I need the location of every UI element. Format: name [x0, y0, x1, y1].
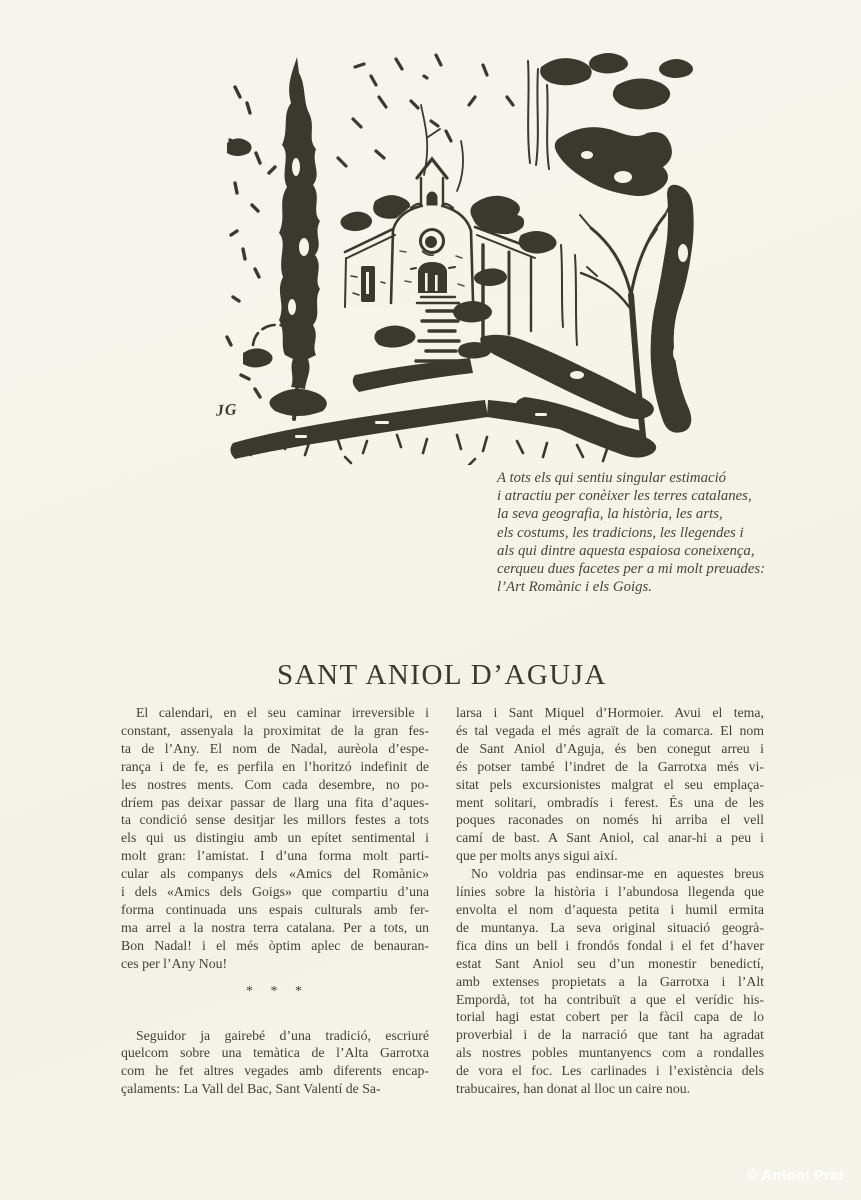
foliage-gap	[570, 371, 584, 379]
text-line: les nostres ments. Com cada desembre, no po-	[121, 776, 429, 792]
text-line: l’Art Romànic i els Goigs.	[497, 579, 652, 596]
page-title: SANT ANIOL D’AGUJA	[277, 659, 607, 692]
text-line: sitat pels excursionistes malgrat el seu emplaça-	[456, 776, 764, 792]
text-line: proverbial i de la narració que tant ha agradat	[456, 1027, 764, 1043]
text-line: forma continuada uns espais culturals amb fer-	[121, 901, 429, 917]
text-line: poques raconades on només hi arriba el vell	[456, 812, 764, 828]
text-line: molt gran: l’amistat. I d’una forma molt parti-	[121, 848, 429, 864]
text-line: No voldria pas endinsar-me en aquestes breus	[471, 866, 764, 882]
cypress-tree	[269, 57, 326, 419]
text-line: als qui dintre aquesta espaiosa coneixença,	[497, 542, 755, 559]
text-line: els qui us distingiu amb un epítet sentimental i	[121, 830, 429, 846]
text-line: línies sobre la història i l’abundosa llegenda que	[456, 884, 764, 900]
text-line: com he fet altres vegades amb diferents encap-	[121, 1063, 429, 1079]
text-line: ta condició sense desitjar les millors festes a tots	[121, 812, 429, 828]
text-line: ment solitari, ombradís i ferest. És una de les	[456, 794, 764, 810]
text-line: Bon Nadal! i el més òptim aplec de benauran-	[121, 937, 429, 953]
text-line: fica dins un bell i frondós fondal i el fet d’haver	[456, 937, 764, 953]
text-line: cerqueu dues facetes per a mi molt preuades:	[497, 561, 766, 578]
text-line: de vora el foc. Les carlinades i l’existència dels	[456, 1063, 764, 1079]
text-line: quelcom sobre una temàtica de l’Alta Garrotxa	[121, 1045, 429, 1061]
text-line: çalaments: La Vall del Bac, Sant Valentí de Sa-	[121, 1081, 381, 1097]
hermitage-sketch-svg	[225, 45, 700, 465]
text-line: és tal vegada el més agraït de la comarca. El nom	[456, 722, 764, 738]
text-line: larsa i Sant Miquel d’Hormoier. Avui el tema,	[456, 705, 764, 720]
text-line: és potser també l’indret de la Garrotxa més vi-	[456, 758, 764, 774]
artist-monogram: JG	[215, 401, 239, 420]
left-column	[121, 704, 429, 1098]
text-line: i atractiu per conèixer les terres catalanes,	[497, 488, 752, 505]
text-line: trabucaires, han donat al lloc un caire nou.	[456, 1081, 691, 1097]
text-line: dríem pas deixar passar de llarg una fita d’aques-	[121, 794, 429, 810]
text-line: El calendari, en el seu caminar irreversible i	[136, 705, 429, 720]
text-line: constant, assenyala la proximitat de la gran fes-	[121, 722, 429, 738]
text-line: Empordà, tot ha contribuït a que el verídic his-	[456, 991, 764, 1007]
right-column	[456, 704, 764, 1098]
text-line: camí de bast. A Sant Aniol, cal anar-hi a peu i	[456, 830, 764, 846]
text-line: cular als companys dels «Amics del Romànic»	[121, 866, 429, 882]
text-line: la seva geografia, la història, les arts,	[497, 506, 723, 523]
hermitage-ink-drawing	[225, 45, 700, 465]
top-scatter-strokes	[338, 55, 513, 166]
text-line: de muntanya. La seva original situació geogrà-	[456, 919, 764, 935]
paragraph-greeting	[121, 704, 429, 973]
text-line: ces per l’Any Nou!	[121, 955, 228, 971]
text-line: ma arrel a la nostra terra catalana. Per a tots, un	[121, 919, 429, 935]
text-line: i dels «Amics dels Goigs» que compartiu d’una	[121, 884, 429, 900]
mid-terrace-wall	[353, 358, 473, 392]
text-line: envolta el nom d’aquesta petita i humil ermita	[456, 901, 764, 917]
paragraph-continuation	[456, 704, 764, 865]
text-line: torial hagi estat cobert per la fàcil capa de lo	[456, 1009, 764, 1025]
text-line: els costums, les tradicions, les llegendes i	[497, 524, 744, 541]
text-line: A tots els qui sentiu singular estimació	[497, 470, 727, 486]
text-line: estat Sant Aniol seu d’un monestir benedictí,	[456, 955, 764, 971]
text-line: als nostres pobles muntanyencs com a rondalles	[456, 1045, 764, 1061]
section-separator: * * *	[246, 983, 304, 999]
path-steps	[416, 311, 460, 371]
text-line: rança i de fe, es perfila en l’horitzó indefinit de	[121, 758, 429, 774]
left-foliage-blobs	[227, 138, 273, 367]
copyright-watermark: © Antoni Prat	[746, 1168, 844, 1184]
paragraph-history	[456, 865, 764, 1098]
text-line: ta de l’Any. El nom de Nadal, aurèola d’espe-	[121, 740, 429, 756]
paragraph-tradition	[121, 1027, 429, 1099]
text-line: amb extenses propietats a la Garrotxa i l’Alt	[456, 973, 764, 989]
text-line: Seguidor ja gairebé d’una tradició, escriuré	[136, 1027, 429, 1043]
dedication-text	[497, 469, 802, 596]
text-line: que per molts anys sigui així.	[456, 848, 618, 864]
text-line: de Sant Aniol d’Aguja, és ben conegut arreu i	[456, 740, 764, 756]
